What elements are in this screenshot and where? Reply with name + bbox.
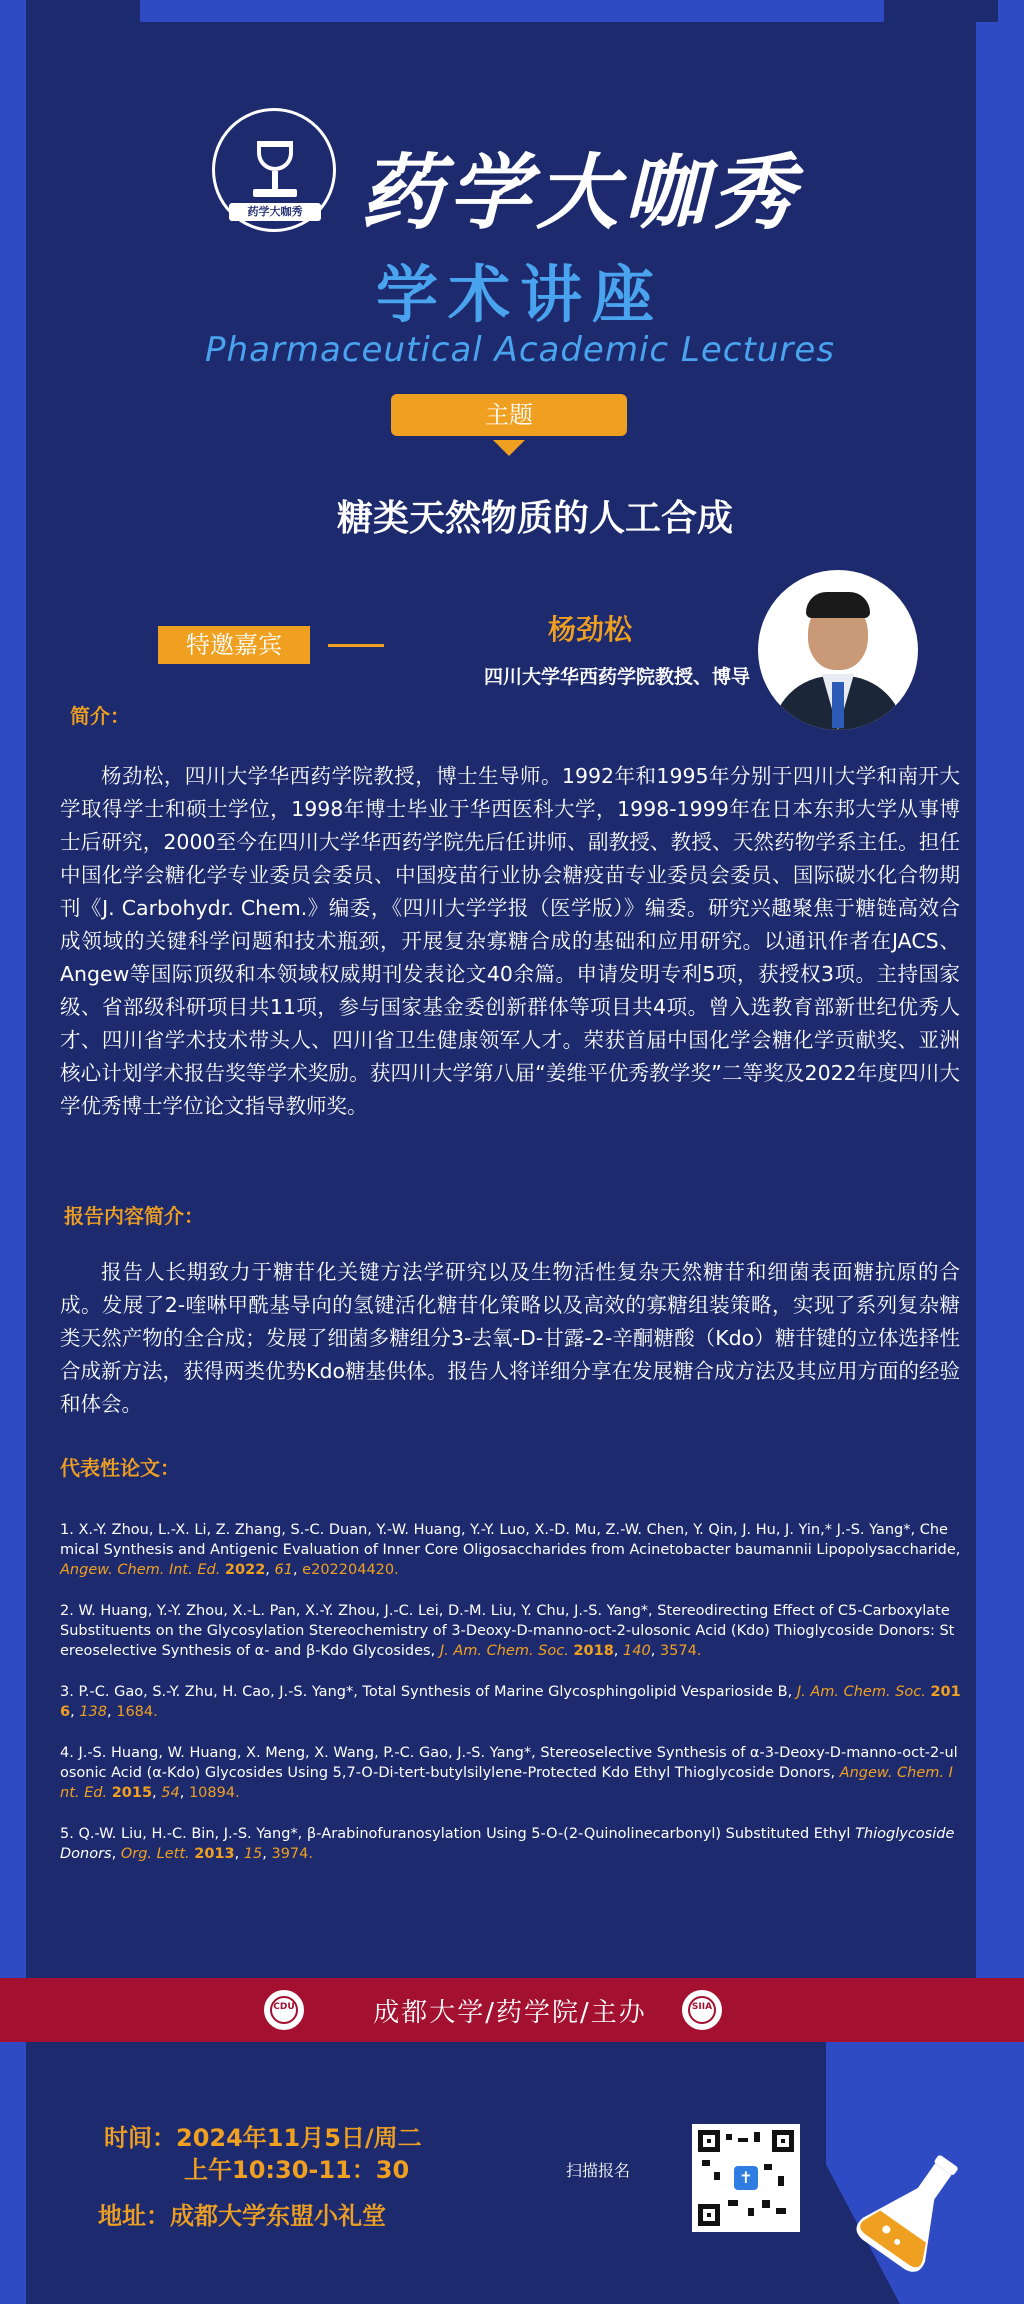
registration-qr-code[interactable] bbox=[692, 2124, 800, 2232]
report-text: 报告人长期致力于糖苷化关键方法学研究以及生物活性复杂天然糖苷和细菌表面糖抗原的合成。发展了2-喹啉甲酰基导向的氢键活化糖苷化策略以及高效的寡糖组装策略，实现了系列复杂糖类天然产物的全合成；发展了细菌多糖组分3-去氧-D-甘露-2-辛酮糖酸（Kdo）糖苷键的立体选择性合成新方法，获得两类优势Kdo糖基供体。报告人将详细分享在发展糖合成方法及其应用方面的经验和体会。 bbox=[60, 1260, 960, 1416]
brand-title: 药学大咖秀 bbox=[360, 145, 800, 241]
paper-item: 3. P.-C. Gao, S.-Y. Zhu, H. Cao, J.-S. Yang*, Total Synthesis of Marine Glycosphingolipid Vesparioside B, J. Am. Chem. Soc. 2016, 138, 1684. bbox=[60, 1684, 961, 1720]
guest-title: 四川大学华西药学院教授、博导 bbox=[483, 666, 750, 688]
event-time-slot: 上午10:30-11：30 bbox=[184, 2156, 410, 2184]
qr-center-icon: ✝ bbox=[734, 2166, 758, 2190]
host-text: 成都大学/药学院/主办 bbox=[373, 1998, 647, 2028]
flask-icon bbox=[852, 2146, 976, 2276]
paper-item: 2. W. Huang, Y.-Y. Zhou, X.-L. Pan, X.-Y. Zhou, J.-C. Lei, D.-M. Liu, Y. Chu, J.-S. Yang*, Stereodirecting Effect of C5-Carboxylate Substituents on the Glycosylation Stereochemistry of 3-Deoxy-D-manno-oct-2-ulosonic Acid (Kdo) Thioglycoside Donors: Stereoselective Synthesis of α- and β-Kdo Glycosides, J. Am. Chem. Soc. 2018, 140, 3574. bbox=[60, 1603, 955, 1659]
lecture-title: 学术讲座 bbox=[375, 258, 664, 331]
top-tab-left bbox=[26, 0, 140, 22]
paper-item: 5. Q.-W. Liu, H.-C. Bin, J.-S. Yang*, β-Arabinofuranosylation Using 5-O-(2-Quinolinecarbonyl) Substituted Ethyl Thioglycoside Donors, Org. Lett. 2013, 15, 3974. bbox=[60, 1826, 955, 1862]
paper-item: 4. J.-S. Huang, W. Huang, X. Meng, X. Wang, P.-C. Gao, J.-S. Yang*, Stereoselective Synthesis of α-3-Deoxy-D-manno-oct-2-ulosonic Acid (α-Kdo) Glycosides Using 5,7-O-Di-tert-butylsilylene-Protected Kdo Ethyl Thioglycoside Donors, Angew. Chem. Int. Ed. 2015, 54, 10894. bbox=[60, 1745, 958, 1801]
intro-heading: 简介： bbox=[70, 704, 130, 728]
guest-avatar bbox=[758, 570, 918, 730]
report-heading: 报告内容简介： bbox=[64, 1204, 204, 1228]
academic-salon-logo-icon bbox=[212, 108, 336, 232]
paper-list bbox=[60, 1520, 962, 1885]
event-address: 地址：成都大学东盟小礼堂 bbox=[98, 2202, 386, 2230]
english-title: Pharmaceutical Academic Lectures bbox=[205, 330, 835, 370]
paper-item: 1. X.-Y. Zhou, L.-X. Li, Z. Zhang, S.-C. Duan, Y.-W. Huang, Y.-Y. Luo, X.-D. Mu, Z.-W. Chen, Y. Qin, J. Hu, J. Yin,* J.-S. Yang*, Chemical Synthesis and Antigenic Evaluation of Inner Core Oligosaccharides from Acinetobacter baumannii Lipopolysaccharide, Angew. Chem. Int. Ed. 2022, 61, e202204420. bbox=[60, 1522, 961, 1578]
theme-arrow-icon bbox=[493, 440, 525, 456]
guest-divider bbox=[328, 644, 384, 647]
papers-heading: 代表性论文： bbox=[60, 1456, 180, 1480]
trophy-cup-icon bbox=[257, 141, 293, 171]
scan-label: 扫描报名 bbox=[566, 2161, 631, 2180]
siia-badge-icon: SIIA bbox=[680, 1988, 724, 2032]
guest-tag: 特邀嘉宾 bbox=[158, 626, 310, 664]
cdu-badge-icon: CDU bbox=[262, 1988, 306, 2032]
logo-ribbon: 药学大咖秀 bbox=[229, 203, 321, 221]
event-time: 时间：2024年11月5日/周二 bbox=[104, 2124, 422, 2152]
guest-name: 杨劲松 bbox=[547, 613, 632, 646]
intro-text: 杨劲松，四川大学华西药学院教授，博士生导师。1992年和1995年分别于四川大学和南开大学取得学士和硕士学位，1998年博士毕业于华西医科大学，1998-1999年在日本东邦大学从事博士后研究，2000至今在四川大学华西药学院先后任讲师、副教授、教授、天然药物学系主任。担任中国化学会糖化学专业委员会委员、中国疫苗行业协会糖疫苗专业委员会委员、国际碳水化合物期刊《J. Carbohydr. Chem.》编委，《四川大学学报（医学版）》编委。研究兴趣聚焦于糖链高效合成领域的关键科学问题和技术瓶颈，开展复杂寡糖合成的基础和应用研究。以通讯作者在JACS、Angew等国际顶级和本领域权威期刊发表论文40余篇。申请发明专利5项，获授权3项。主持国家级、省部级科研项目共11项，参与国家基金委创新群体等项目共4项。曾入选教育部新世纪优秀人才、四川省学术技术带头人、四川省卫生健康领军人才。荣获首届中国化学会糖化学贡献奖、亚洲核心计划学术报告奖等学术奖励。获四川大学第八届“姜维平优秀教学奖”二等奖及2022年度四川大学优秀博士学位论文指导教师奖。 bbox=[60, 764, 960, 1118]
lecture-topic: 糖类天然物质的人工合成 bbox=[336, 498, 733, 539]
top-tab-right bbox=[884, 0, 998, 22]
theme-tag: 主题 bbox=[391, 394, 627, 436]
